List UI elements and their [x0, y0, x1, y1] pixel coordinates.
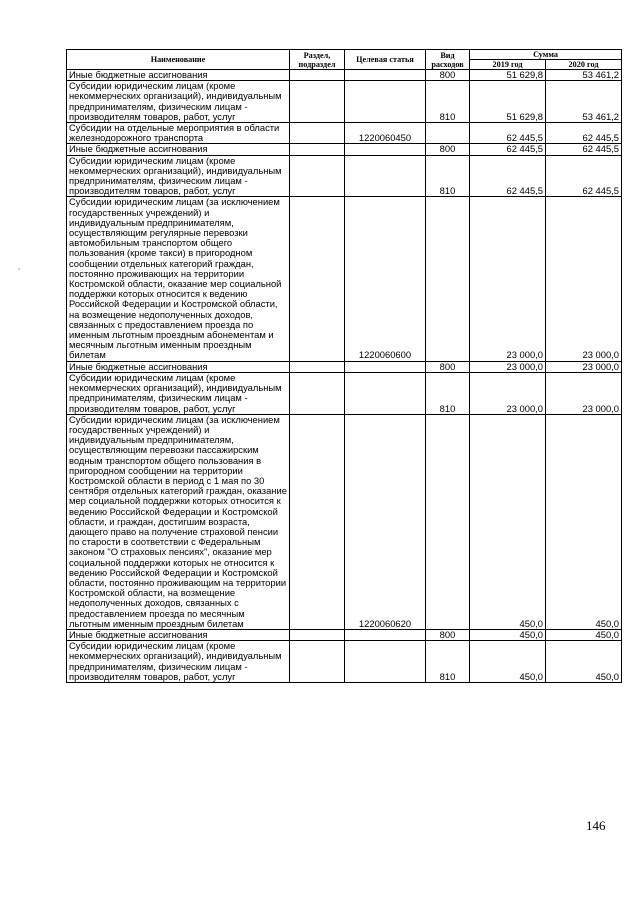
- cell-target: 1220060450: [345, 123, 426, 144]
- cell-2020: 23 000,0: [546, 372, 622, 414]
- cell-name: Иные бюджетные ассигнования: [67, 70, 290, 81]
- header-expense-type: Вид расходов: [426, 50, 470, 70]
- header-target: Целевая статья: [345, 50, 426, 70]
- cell-2019: 62 445,5: [470, 144, 546, 155]
- cell-2019: 23 000,0: [470, 197, 546, 361]
- cell-2020: 53 461,2: [546, 81, 622, 123]
- table-row: [67, 197, 622, 361]
- cell-target: 1220060600: [345, 197, 426, 361]
- cell-name: Субсидии юридическим лицам (за исключением государственных учреждений) и индивидуальным предпринимателям, осуществляющим регулярные перевозки автомобильным транспортом общего пользования (кроме такси) в пригородном сообщении отдельных категорий граждан, постоянно проживающих на территории Костромской области, оказание мер социальной поддержки которых относится к ведению Российской Федерации и Костромской области, на возмещение недополученных доходов, связанных с предоставлением проезда по именным льготным проездным абонементам и месячным льготным именным проездным билетам: [67, 197, 290, 361]
- cell-expense-type: 810: [426, 155, 470, 197]
- scan-speck: [18, 268, 20, 270]
- cell-section: [290, 155, 345, 197]
- cell-expense-type: 800: [426, 361, 470, 372]
- table-row: [67, 144, 622, 155]
- cell-2020: 23 000,0: [546, 197, 622, 361]
- cell-expense-type: 810: [426, 372, 470, 414]
- cell-section: [290, 372, 345, 414]
- table-row: [67, 641, 622, 683]
- cell-expense-type: [426, 197, 470, 361]
- table-row: [67, 70, 622, 81]
- cell-expense-type: [426, 414, 470, 629]
- cell-expense-type: 810: [426, 641, 470, 683]
- cell-2019: 23 000,0: [470, 372, 546, 414]
- cell-2019: 51 629,8: [470, 81, 546, 123]
- cell-section: [290, 197, 345, 361]
- cell-2019: 450,0: [470, 629, 546, 640]
- cell-expense-type: 810: [426, 81, 470, 123]
- cell-2020: 62 445,5: [546, 155, 622, 197]
- page-number: 146: [586, 818, 606, 833]
- cell-expense-type: [426, 123, 470, 144]
- cell-section: [290, 641, 345, 683]
- table-row: [67, 81, 622, 123]
- budget-table: [66, 49, 622, 683]
- cell-target: 1220060620: [345, 414, 426, 629]
- cell-2020: 62 445,5: [546, 123, 622, 144]
- cell-target: [345, 81, 426, 123]
- table-row: [67, 361, 622, 372]
- cell-name: Иные бюджетные ассигнования: [67, 361, 290, 372]
- cell-2020: 450,0: [546, 629, 622, 640]
- cell-section: [290, 361, 345, 372]
- cell-target: [345, 144, 426, 155]
- cell-name: Субсидии юридическим лицам (за исключением государственных учреждений) и индивидуальным предпринимателям, осуществляющим перевозки пассажирским водным транспортом общего пользования в пригородном сообщении на территории Костромской области в период с 1 мая по 30 сентября отдельных категорий граждан, оказание мер социальной поддержки которых относится к ведению Российской Федерации и Костромской области, и граждан, достигшим возраста, дающего право на получение страховой пенсии по старости в соответствии с Федеральным законом "О страховых пенсиях", оказание мер социальной поддержки которых не относится к ведению Российской Федерации и Костромской области, постоянно проживающим на территории Костромской области, на возмещение недополученных доходов, связанных с предоставлением проезда по месячным льготным именным проездным билетам: [67, 414, 290, 629]
- cell-expense-type: 800: [426, 70, 470, 81]
- table-body: [67, 70, 622, 683]
- table-row: [67, 414, 622, 629]
- cell-name: Иные бюджетные ассигнования: [67, 144, 290, 155]
- header-name: Наименование: [67, 50, 290, 70]
- cell-section: [290, 414, 345, 629]
- cell-name: Субсидии юридическим лицам (кроме некоммерческих организаций), индивидуальным предпринимателям, физическим лицам - производителям товаров, работ, услуг: [67, 372, 290, 414]
- cell-target: [345, 155, 426, 197]
- cell-name: Субсидии на отдельные мероприятия в области железнодорожного транспорта: [67, 123, 290, 144]
- cell-section: [290, 123, 345, 144]
- cell-name: Субсидии юридическим лицам (кроме некоммерческих организаций), индивидуальным предпринимателям, физическим лицам - производителям товаров, работ, услуг: [67, 81, 290, 123]
- header-year-2020: 2020 год: [546, 60, 622, 70]
- cell-2020: 450,0: [546, 641, 622, 683]
- cell-2019: 450,0: [470, 414, 546, 629]
- cell-name: Субсидии юридическим лицам (кроме некоммерческих организаций), индивидуальным предпринимателям, физическим лицам - производителям товаров, работ, услуг: [67, 641, 290, 683]
- cell-section: [290, 70, 345, 81]
- cell-2019: 450,0: [470, 641, 546, 683]
- table-row: [67, 629, 622, 640]
- cell-target: [345, 629, 426, 640]
- header-sum: Сумма: [470, 50, 622, 60]
- cell-name: Субсидии юридическим лицам (кроме некоммерческих организаций), индивидуальным предпринимателям, физическим лицам - производителям товаров, работ, услуг: [67, 155, 290, 197]
- cell-2019: 23 000,0: [470, 361, 546, 372]
- table-row: [67, 123, 622, 144]
- cell-target: [345, 641, 426, 683]
- cell-2020: 53 461,2: [546, 70, 622, 81]
- cell-expense-type: 800: [426, 144, 470, 155]
- cell-2020: 23 000,0: [546, 361, 622, 372]
- cell-section: [290, 144, 345, 155]
- table-row: [67, 155, 622, 197]
- header-year-2019: 2019 год: [470, 60, 546, 70]
- header-section: Раздел, подраздел: [290, 50, 345, 70]
- cell-target: [345, 361, 426, 372]
- cell-2019: 62 445,5: [470, 155, 546, 197]
- table-row: [67, 372, 622, 414]
- cell-name: Иные бюджетные ассигнования: [67, 629, 290, 640]
- cell-2019: 62 445,5: [470, 123, 546, 144]
- cell-section: [290, 629, 345, 640]
- cell-2020: 450,0: [546, 414, 622, 629]
- cell-2019: 51 629,8: [470, 70, 546, 81]
- cell-2020: 62 445,5: [546, 144, 622, 155]
- table-header: [67, 50, 622, 70]
- cell-target: [345, 372, 426, 414]
- cell-target: [345, 70, 426, 81]
- cell-expense-type: 800: [426, 629, 470, 640]
- cell-section: [290, 81, 345, 123]
